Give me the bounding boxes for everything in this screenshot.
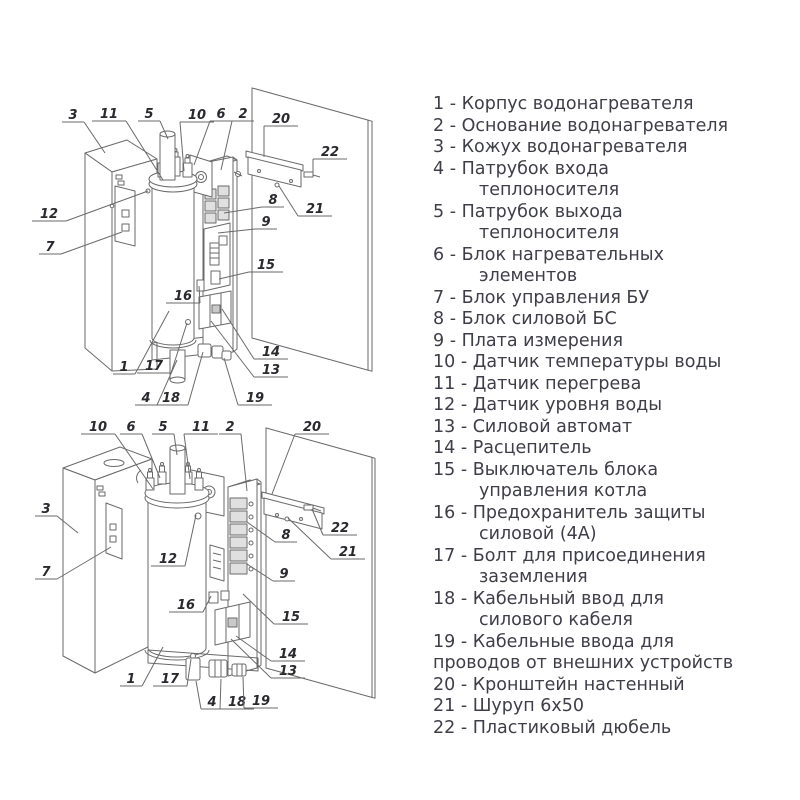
callout-16: 16: [173, 289, 193, 304]
callout-4: 4: [141, 391, 151, 406]
legend-item-19: 19 - Кабельные ввода для проводов от внешних устройств: [433, 631, 734, 673]
callout-14: 14: [261, 345, 281, 360]
callout-9: 9: [261, 215, 271, 230]
callout-12: 12: [158, 552, 178, 567]
callout-22: 22: [320, 145, 340, 160]
legend-list: [433, 94, 800, 739]
legend-item-13: 13 - Силовой автомат: [433, 416, 633, 437]
callout-8: 8: [268, 193, 278, 208]
callout-14: 14: [278, 647, 298, 662]
callout-5: 5: [158, 420, 168, 435]
legend-item-8: 8 - Блок силовой БС: [433, 309, 617, 329]
legend-item-3: 3 - Кожух водонагревателя: [433, 137, 688, 157]
legend-item-20: 20 - Кронштейн настенный: [433, 674, 685, 695]
callout-13: 13: [261, 363, 281, 378]
callout-17: 17: [144, 359, 164, 374]
legend-item-16: 16 - Предохранитель защиты силовой (4А): [433, 502, 706, 544]
legend-item-9: 9 - Плата измерения: [433, 330, 623, 351]
legend-item-11: 11 - Датчик перегрева: [433, 373, 642, 394]
callout-10: 10: [88, 420, 108, 435]
callout-3: 3: [68, 108, 78, 123]
callout-8: 8: [281, 528, 291, 543]
callout-5: 5: [144, 107, 154, 122]
legend-item-12: 12 - Датчик уровня воды: [433, 395, 663, 415]
callout-9: 9: [279, 567, 289, 582]
callout-6: 6: [126, 420, 136, 435]
legend-item-1: 1 - Корпус водонагревателя: [433, 94, 694, 114]
callout-18: 18: [161, 391, 181, 406]
legend-item-7: 7 - Блок управления БУ: [433, 287, 650, 308]
callout-7: 7: [41, 565, 51, 580]
casing-cover-bottom-view: [63, 447, 152, 673]
callout-15: 15: [256, 258, 276, 273]
callout-20: 20: [302, 420, 322, 435]
assembly-view-bottom: [35, 420, 375, 710]
callout-21: 21: [338, 545, 358, 560]
legend-item-21: 21 - Шуруп 6х50: [433, 696, 585, 716]
callout-13: 13: [278, 664, 298, 679]
legend-item-22: 22 - Пластиковый дюбель: [433, 717, 672, 738]
callout-4: 4: [207, 695, 217, 710]
callout-19: 19: [251, 694, 271, 709]
callout-7: 7: [45, 240, 55, 255]
legend-item-5: 5 - Патрубок выхода теплоносителя: [433, 201, 623, 243]
casing-cover-top-view: [85, 140, 157, 371]
legend-item-17: 17 - Болт для присоединения заземления: [433, 545, 706, 587]
callout-19: 19: [245, 391, 265, 406]
callout-3: 3: [41, 502, 51, 517]
callout-2: 2: [225, 420, 235, 435]
callout-10: 10: [187, 108, 207, 123]
callout-6: 6: [216, 107, 226, 122]
assembly-view-top: [32, 88, 372, 406]
callout-1: 1: [119, 360, 129, 375]
callout-18: 18: [227, 695, 247, 710]
legend-item-18: 18 - Кабельный ввод для силового кабеля: [433, 588, 664, 630]
legend-item-14: 14 - Расцепитель: [433, 438, 592, 458]
callout-2: 2: [238, 107, 248, 122]
callout-11: 11: [191, 420, 211, 435]
legend-item-15: 15 - Выключатель блока управления котла: [433, 459, 659, 501]
callout-22: 22: [330, 521, 350, 536]
callout-17: 17: [160, 672, 180, 687]
callout-16: 16: [176, 598, 196, 613]
callout-21: 21: [305, 202, 325, 217]
callout-11: 11: [99, 107, 119, 122]
legend-item-10: 10 - Датчик температуры воды: [433, 352, 722, 372]
legend-item-2: 2 - Основание водонагревателя: [433, 115, 729, 136]
callout-12: 12: [39, 207, 59, 222]
callout-1: 1: [126, 672, 136, 687]
legend-item-6: 6 - Блок нагревательных элементов: [433, 244, 664, 286]
legend-item-4: 4 - Патрубок входа теплоносителя: [433, 158, 620, 200]
callout-20: 20: [271, 112, 291, 127]
callout-15: 15: [281, 610, 301, 625]
